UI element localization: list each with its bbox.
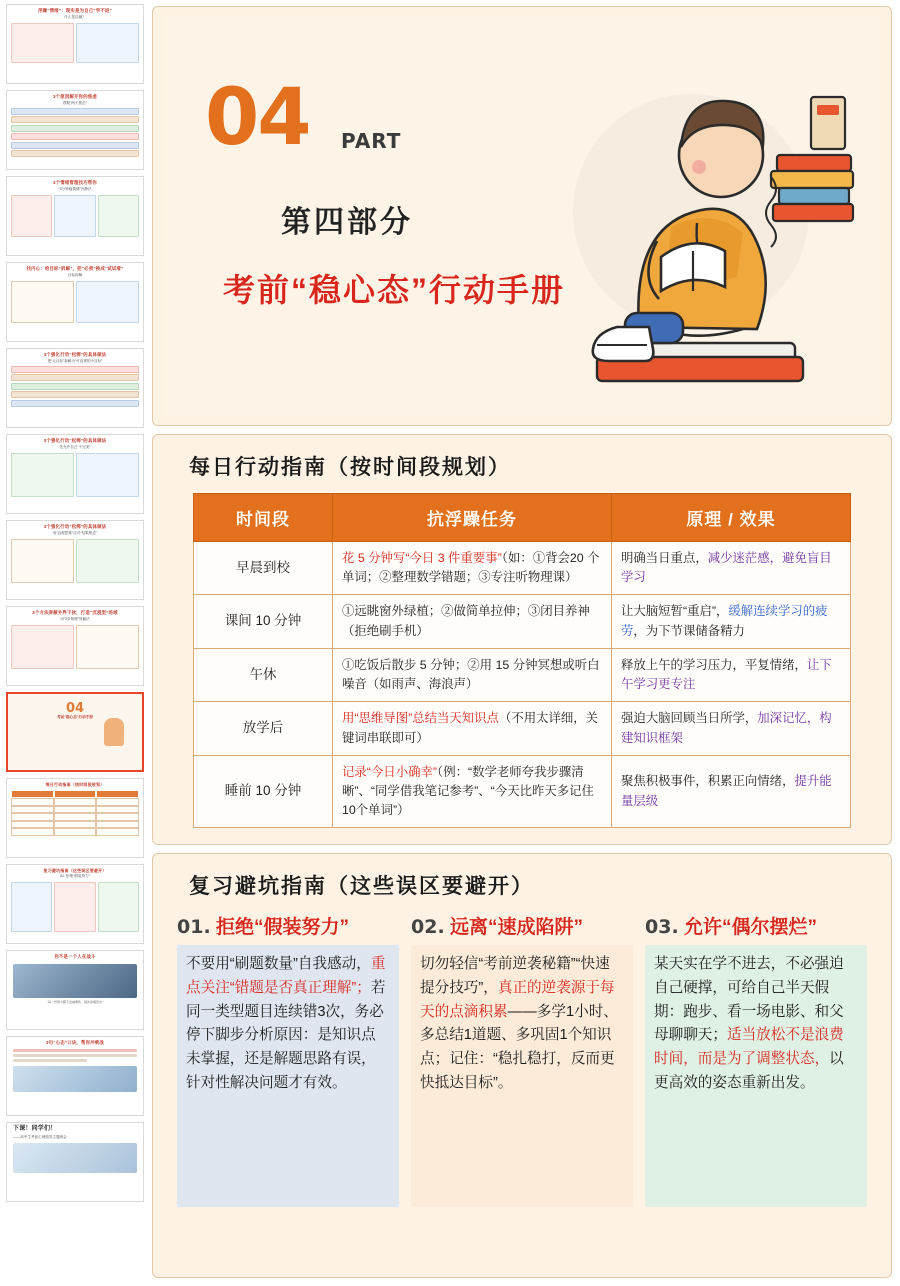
slide-thumbnail-10[interactable] bbox=[6, 778, 144, 858]
thumb-title: 找内心：给目标“拆解”，把“必须”换成“试试看” bbox=[26, 266, 124, 271]
thumb-subtitle: 先允许自己“不完美” bbox=[59, 444, 91, 449]
thumb-table-head bbox=[11, 790, 139, 798]
thumb-title: 3句“心态”口诀，帮你冲刺战 bbox=[46, 1040, 104, 1045]
thumb-content bbox=[7, 623, 143, 671]
pitfall-line: 滴积累 bbox=[463, 1003, 508, 1020]
pitfall-line: 时、多总结1道题、多巩 bbox=[420, 1003, 618, 1044]
slide-thumbnail-11[interactable] bbox=[6, 864, 144, 944]
pitfall-line: 切勿轻信“考前逆袭秘籍” bbox=[420, 956, 576, 973]
thumb-title: 3个方法屏蔽外界干扰，打造“沉浸型”场域 bbox=[32, 610, 118, 615]
effect-highlight: 缓解连续学习的疲劳 bbox=[621, 604, 828, 638]
slide-daily-action-guide[interactable] bbox=[152, 434, 892, 845]
task-highlight: 花 5 分钟写“今日 3 件重要事” bbox=[342, 551, 502, 565]
table-row bbox=[194, 542, 851, 595]
table-row bbox=[194, 702, 851, 755]
cover-heading: 第四部分 bbox=[281, 206, 413, 239]
slide-thumbnail-2[interactable] bbox=[6, 90, 144, 170]
pitfall-line: “快速提分技巧”， bbox=[420, 956, 610, 997]
slide-review-pitfalls[interactable] bbox=[152, 853, 892, 1278]
thumb-content bbox=[7, 107, 143, 159]
pitfall-number: 01. bbox=[177, 916, 211, 939]
thumb-content bbox=[7, 1047, 143, 1064]
thumb-subtitle: 目标拆解 bbox=[67, 272, 83, 277]
thumb-content bbox=[7, 21, 143, 65]
pitfall-line: 握，还是解题思路有 bbox=[215, 1050, 347, 1067]
pitfall-line: 强迫自己硬撑，可给自己 bbox=[654, 956, 844, 997]
thumb-title: 3个原因解开你的焦虑 bbox=[53, 94, 97, 99]
thumb-table-body bbox=[11, 798, 139, 836]
slide-thumbnail-8[interactable] bbox=[6, 606, 144, 686]
cell-task bbox=[333, 595, 612, 648]
pitfall-line: 固1个知识点； bbox=[420, 1027, 612, 1067]
effect-text-post: ，为下节课储备精力 bbox=[633, 623, 745, 638]
pitfall-line: 原因：是知识点未掌 bbox=[186, 1027, 376, 1067]
pitfall-line: 次，务必停下脚步分析 bbox=[186, 1003, 384, 1044]
slide-thumbnail-14[interactable] bbox=[6, 1122, 144, 1202]
slide-thumbnail-9-current[interactable] bbox=[6, 692, 144, 772]
thumb-subtitle: 用“远程思维”应对“结果焦虑” bbox=[52, 530, 98, 535]
thumb-subtitle: 摆脱“两天焦虑” bbox=[63, 100, 87, 105]
effect-text: 聚焦积极事件，积累正向情绪， bbox=[621, 774, 795, 789]
thumb-title: 3个强化行动“松绑”的具体做法 bbox=[43, 352, 107, 357]
pitfall-line: 某天实在学不进去，不必 bbox=[654, 956, 815, 973]
section-title-pitfalls: 复习避坑指南（这些误区要避开） bbox=[189, 875, 534, 899]
task-text: （如：①背会20 个单词；②整理数学错题；③专注听物理课） bbox=[342, 551, 600, 585]
cell-effect bbox=[612, 648, 851, 701]
pitfall-line: 误，针对性解决问题才 bbox=[186, 1050, 376, 1091]
cell-time: 课间 10 分钟 bbox=[194, 595, 333, 648]
thumb-subtitle: 01. 拒绝“假装努力” bbox=[60, 874, 90, 878]
thumb-photo bbox=[13, 1066, 137, 1092]
thumb-content bbox=[7, 451, 143, 499]
pitfall-line: ——多学1小 bbox=[507, 1003, 589, 1020]
pitfall-number: 02. bbox=[411, 916, 445, 939]
thumb-title: 你不是一个人在战斗 bbox=[54, 954, 96, 959]
pitfall-line: 更快抵达目标”。 bbox=[420, 1050, 615, 1091]
pitfall-line: 重点关注“错题是 bbox=[186, 956, 386, 997]
thumb-number: 04 bbox=[65, 701, 85, 716]
pitfall-body bbox=[411, 945, 633, 1207]
pitfall-number: 03. bbox=[645, 916, 679, 939]
section-title-daily: 每日行动指南（按时间段规划） bbox=[189, 456, 511, 479]
pitfall-line: 真正 bbox=[497, 980, 528, 997]
thumb-title: 3个强化行动“松绑”的具体做法 bbox=[43, 438, 107, 443]
effect-text: 让大脑短暂“重启”， bbox=[621, 604, 729, 619]
pitfall-heading bbox=[177, 912, 399, 939]
thumb-figure bbox=[104, 718, 124, 746]
cover-part-label: PART bbox=[341, 129, 402, 153]
cell-task bbox=[333, 648, 612, 701]
pitfall-title: 拒绝“假装努力” bbox=[215, 917, 349, 939]
thumb-subtitle: 什么是浮躁？ bbox=[64, 14, 86, 19]
pitfall-line: 记住：“稳扎稳打，反而 bbox=[449, 1050, 601, 1067]
thumb-content bbox=[7, 193, 143, 239]
effect-text: 强迫大脑回顾当日所学， bbox=[621, 711, 758, 726]
thumb-content bbox=[7, 537, 143, 585]
table-header-row bbox=[194, 494, 851, 542]
effect-highlight: 让下午学习更专注 bbox=[621, 657, 832, 692]
thumb-title: 3个情绪管理技巧帮你 bbox=[53, 180, 97, 185]
thumb-subtitle: 考前“稳心态”行动手册 bbox=[57, 715, 93, 719]
pitfall-line: 动， bbox=[341, 956, 371, 973]
slide-thumbnail-5[interactable] bbox=[6, 348, 144, 428]
task-text: ①远眺窗外绿植；②做简单拉伸；③闭目养神（拒绝刷手机） bbox=[342, 604, 590, 638]
task-text: （不用太详细，关键词串联即可） bbox=[342, 711, 599, 745]
effect-highlight: 加深记忆，构建知识框架 bbox=[621, 711, 832, 745]
cell-effect bbox=[612, 595, 851, 648]
main-slides-area bbox=[150, 0, 900, 1286]
thumb-content bbox=[7, 279, 143, 325]
pitfall-line: 态， bbox=[799, 1050, 830, 1067]
thumb-title: 3个强化行动“松绑”的具体做法 bbox=[43, 524, 107, 529]
pitfall-line: 适当放松不是浪费时 bbox=[654, 1027, 844, 1067]
cell-task bbox=[333, 755, 612, 828]
slide-thumbnail-12[interactable] bbox=[6, 950, 144, 1030]
pitfall-body bbox=[177, 945, 399, 1207]
cell-time: 放学后 bbox=[194, 702, 333, 755]
cell-time: 睡前 10 分钟 bbox=[194, 755, 333, 828]
cell-time: 午休 bbox=[194, 648, 333, 701]
thumb-title: 下课！同学们！ bbox=[13, 1126, 57, 1132]
pitfalls-columns bbox=[171, 912, 873, 1207]
slide-thumbnail-3[interactable] bbox=[6, 176, 144, 256]
slide-thumbnail-sidebar[interactable] bbox=[0, 0, 150, 1286]
pitfall-line: 半天假期：跑步、看一场 bbox=[654, 980, 830, 1020]
pitfall-line: 出发。 bbox=[770, 1074, 815, 1091]
task-highlight: 记录“今日小确幸” bbox=[342, 764, 437, 779]
col-header-effect: 原理 / 效果 bbox=[612, 494, 851, 542]
task-highlight: 用“思维导图”总结当天知识点 bbox=[342, 711, 499, 726]
effect-highlight: 减少迷茫感，避免盲目学习 bbox=[621, 551, 832, 585]
thumb-content bbox=[7, 880, 143, 934]
effect-text: 释放上午的学习压力，平复情绪， bbox=[621, 657, 807, 672]
pitfall-item-3 bbox=[645, 912, 867, 1207]
cell-effect bbox=[612, 702, 851, 755]
pitfall-line: 的逆袭源于每天的点 bbox=[420, 980, 615, 1020]
table-row bbox=[194, 755, 851, 828]
thumb-content bbox=[7, 365, 143, 408]
cover-part-number: 04 bbox=[205, 73, 310, 163]
cell-time: 早晨到校 bbox=[194, 542, 333, 595]
slide-thumbnail-13[interactable] bbox=[6, 1036, 144, 1116]
pitfall-title: 允许“偶尔摆烂” bbox=[683, 917, 817, 939]
effect-highlight: 提升能量层级 bbox=[621, 774, 832, 808]
cover-subheading: 考前“稳心态”行动手册 bbox=[223, 272, 566, 308]
thumb-subtitle: “每一份努力都不会被辜负，真次是模范志” bbox=[47, 999, 103, 1004]
pitfall-line: 否真正理解”； bbox=[278, 980, 371, 997]
thumb-title: 每日行动指南（按时间段规划） bbox=[45, 782, 105, 787]
slide-cover[interactable] bbox=[152, 6, 892, 426]
thumb-photo bbox=[13, 964, 137, 998]
pitfall-body bbox=[645, 945, 867, 1207]
table-row bbox=[194, 648, 851, 701]
cell-task bbox=[333, 542, 612, 595]
pitfall-item-2 bbox=[411, 912, 633, 1207]
pitfall-line: 若同一类型题目连续错3 bbox=[186, 980, 386, 1020]
slide-thumbnail-6[interactable] bbox=[6, 434, 144, 514]
slide-thumbnail-7[interactable] bbox=[6, 520, 144, 600]
thumb-photo bbox=[13, 1143, 137, 1173]
task-text: ①吃饭后散步 5 分钟；②用 15 分钟冥想或听白噪音（如雨声、海浪声） bbox=[342, 657, 600, 692]
thumb-subtitle: ——高中生考前心理疏导主题班会 bbox=[13, 1134, 67, 1139]
col-header-time: 时间段 bbox=[194, 494, 333, 542]
cell-effect bbox=[612, 542, 851, 595]
cover-inner bbox=[163, 17, 881, 415]
slide-thumbnail-4[interactable] bbox=[6, 262, 144, 342]
thumb-title: 复习避坑指南（这些误区要避开） bbox=[43, 868, 107, 873]
cell-effect bbox=[612, 755, 851, 828]
pitfall-title: 远离“速成陷阱” bbox=[449, 917, 583, 939]
col-header-task: 抗浮躁任务 bbox=[333, 494, 612, 542]
thumb-subtitle: “3分钟稳情绪”冷静法 bbox=[58, 186, 92, 191]
pitfall-heading bbox=[645, 912, 867, 939]
pitfall-line: 间，而是为了调整状 bbox=[668, 1050, 800, 1067]
table-row bbox=[194, 595, 851, 648]
pitfall-line: 不要用“刷题数量”自我感 bbox=[186, 956, 342, 973]
effect-text: 明确当日重点， bbox=[621, 551, 708, 565]
pitfall-item-1 bbox=[177, 912, 399, 1207]
pitfall-line: 电影、和父母聊聊天； bbox=[654, 1003, 844, 1044]
slide-thumbnail-1[interactable] bbox=[6, 4, 144, 84]
pitfall-heading bbox=[411, 912, 633, 939]
thumb-subtitle: 把“大目标”拆解为“可直观的小目标” bbox=[47, 358, 103, 363]
daily-action-table bbox=[193, 493, 851, 828]
pitfall-line: 有效。 bbox=[302, 1074, 347, 1091]
thumb-title: 浮躁“情绪”：现实是为自己“学不进” bbox=[38, 8, 112, 13]
cell-task bbox=[333, 702, 612, 755]
thumb-subtitle: 用“3步物理”屏蔽法 bbox=[60, 616, 90, 621]
task-text: （例：“数学老师夸我步骤清晰”、“同学借我笔记参考”、“今天比昨天多记住10个单词”） bbox=[342, 764, 594, 818]
pitfall-line: 以更高效的姿态重新 bbox=[654, 1050, 844, 1091]
student-reading-illustration bbox=[521, 27, 861, 407]
